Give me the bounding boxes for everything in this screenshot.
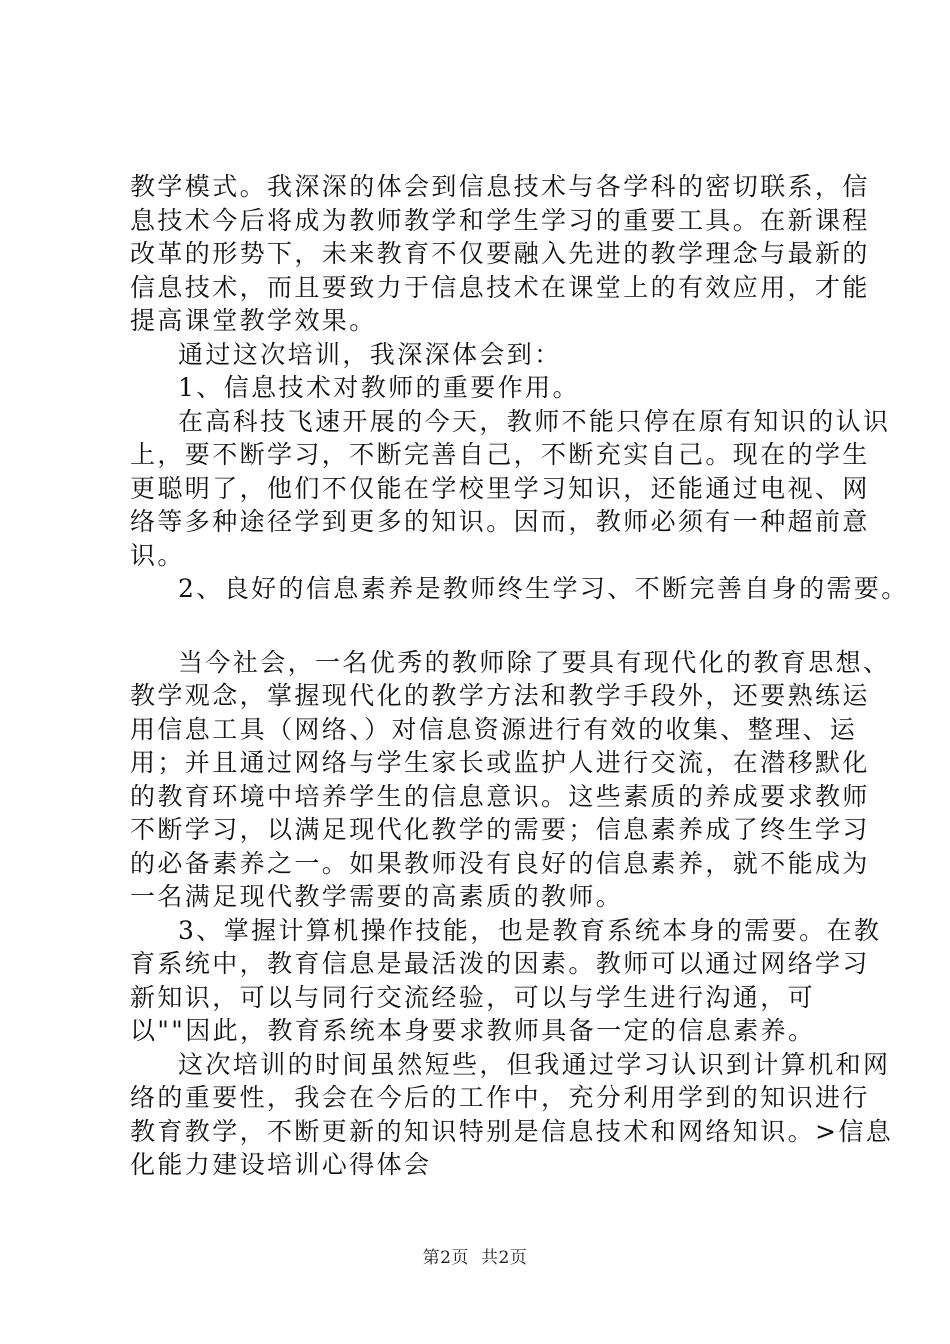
paragraph-gap — [130, 606, 830, 646]
text-line: 教学模式。我深深的体会到信息技术与各学科的密切联系，信 — [130, 172, 870, 201]
text-line: 的必备素养之一。如果教师没有良好的信息素养，就不能成为 — [130, 848, 870, 878]
text-line: 一名满足现代教学需要的高素质的教师。 — [130, 882, 624, 911]
section-heading: 3、掌握计算机操作技能，也是教育系统本身的需要。在教 — [178, 915, 882, 945]
text-line: 教育教学，不断更新的知识特别是信息技术和网络知识。>信息 — [130, 1116, 894, 1146]
text-line: 以""因此，教育系统本身要求教师具备一定的信息素养。 — [130, 1016, 816, 1045]
page-footer — [0, 1243, 950, 1268]
text-line: 化能力建设培训心得体会 — [130, 1150, 432, 1179]
text-line: 用；并且通过网络与学生家长或监护人进行交流，在潜移默化 — [130, 748, 870, 777]
text-line: 改革的形势下，未来教育不仅要融入先进的教学理念与最新的 — [130, 239, 870, 268]
section-heading: 2、良好的信息素养是教师终生学习、不断完善自身的需要。 — [178, 574, 909, 603]
text-line: 这次培训的时间虽然短些，但我通过学习认识到计算机和网 — [178, 1049, 891, 1079]
text-line: 不断学习，以满足现代化教学的需要；信息素养成了终生学习 — [130, 815, 870, 844]
text-line: 更聪明了，他们不仅能在学校里学习知识，还能通过电视、网 — [130, 473, 870, 503]
section-heading: 1、信息技术对教师的重要作用。 — [178, 373, 580, 402]
text-line: 上，要不断学习，不断完善自己，不断充实自己。现在的学生 — [130, 440, 870, 469]
text-line: 在高科技飞速开展的今天，教师不能只停在原有知识的认识 — [178, 406, 891, 436]
text-line: 用信息工具（网络、）对信息资源进行有效的收集、整理、运 — [130, 714, 858, 744]
text-line: 育系统中，教育信息是最活泼的因素。教师可以通过网络学习 — [130, 949, 870, 978]
text-line: 络的重要性，我会在今后的工作中，充分利用学到的知识进行 — [130, 1083, 870, 1112]
document-body — [130, 170, 909, 1182]
page-total: 共2页 — [481, 1248, 528, 1268]
text-line: 提高课堂教学效果。 — [130, 306, 377, 335]
text-line: 识。 — [130, 540, 185, 570]
text-line: 的教育环境中培养学生的信息意识。这些素质的养成要求教师 — [130, 781, 870, 811]
text-line: 当今社会，一名优秀的教师除了要具有现代化的教育思想、 — [178, 647, 891, 677]
text-line: 络等多种途径学到更多的知识。因而，教师必须有一种超前意 — [130, 507, 870, 536]
text-line: 教学观念，掌握现代化的教学方法和教学手段外，还要熟练运 — [130, 681, 870, 710]
page-number: 第2页 — [422, 1248, 469, 1268]
text-line: 通过这次培训，我深深体会到： — [178, 339, 562, 369]
text-line: 新知识，可以与同行交流经验，可以与学生进行沟通，可 — [130, 982, 816, 1012]
text-line: 信息技术，而且要致力于信息技术在课堂上的有效应用，才能 — [130, 272, 870, 302]
text-line: 息技术今后将成为教师教学和学生学习的重要工具。在新课程 — [130, 205, 870, 235]
